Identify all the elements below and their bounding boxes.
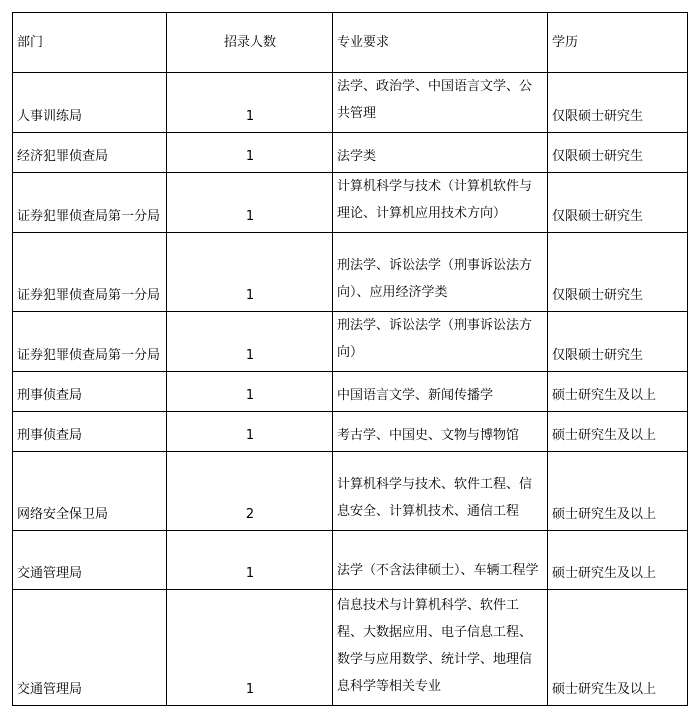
- dept-cell: 刑事侦查局: [13, 412, 167, 452]
- edu-cell: 硕士研究生及以上: [548, 531, 688, 590]
- edu-cell: 仅限硕士研究生: [548, 133, 688, 173]
- count-cell: 1: [167, 531, 333, 590]
- dept-cell: 交通管理局: [13, 531, 167, 590]
- major-cell: 法学（不含法律硕士）、车辆工程学: [333, 531, 548, 590]
- edu-cell: 硕士研究生及以上: [548, 590, 688, 706]
- header-count: 招录人数: [167, 13, 333, 73]
- count-cell: 1: [167, 590, 333, 706]
- count-cell: 1: [167, 73, 333, 133]
- major-cell: 计算机科学与技术、软件工程、信息安全、计算机技术、通信工程: [333, 452, 548, 531]
- major-cell: 刑法学、诉讼法学（刑事诉讼法方向）: [333, 312, 548, 372]
- dept-cell: 经济犯罪侦查局: [13, 133, 167, 173]
- edu-cell: 仅限硕士研究生: [548, 73, 688, 133]
- dept-cell: 交通管理局: [13, 590, 167, 706]
- table-row: [13, 531, 688, 590]
- header-dept: 部门: [13, 13, 167, 73]
- dept-cell: 人事训练局: [13, 73, 167, 133]
- table-row: [13, 452, 688, 531]
- major-cell: 中国语言文学、新闻传播学: [333, 372, 548, 412]
- edu-cell: 仅限硕士研究生: [548, 173, 688, 233]
- table-row: [13, 412, 688, 452]
- major-cell: 法学、政治学、中国语言文学、公共管理: [333, 73, 548, 133]
- recruitment-table: [12, 12, 688, 706]
- header-major: 专业要求: [333, 13, 548, 73]
- table-row: [13, 312, 688, 372]
- count-cell: 1: [167, 133, 333, 173]
- table-row: [13, 372, 688, 412]
- dept-cell: 证券犯罪侦查局第一分局: [13, 312, 167, 372]
- dept-cell: 网络安全保卫局: [13, 452, 167, 531]
- count-cell: 1: [167, 372, 333, 412]
- dept-cell: 证券犯罪侦查局第一分局: [13, 173, 167, 233]
- table-row: [13, 133, 688, 173]
- table-header-row: [13, 13, 688, 73]
- edu-cell: 硕士研究生及以上: [548, 452, 688, 531]
- edu-cell: 仅限硕士研究生: [548, 233, 688, 312]
- major-cell: 法学类: [333, 133, 548, 173]
- table-row: [13, 73, 688, 133]
- count-cell: 2: [167, 452, 333, 531]
- count-cell: 1: [167, 312, 333, 372]
- table-row: [13, 590, 688, 706]
- count-cell: 1: [167, 173, 333, 233]
- major-cell: 信息技术与计算机科学、软件工程、大数据应用、电子信息工程、数学与应用数学、统计学、地理信息科学等相关专业: [333, 590, 548, 706]
- table-row: [13, 233, 688, 312]
- edu-cell: 硕士研究生及以上: [548, 412, 688, 452]
- dept-cell: 刑事侦查局: [13, 372, 167, 412]
- count-cell: 1: [167, 412, 333, 452]
- header-edu: 学历: [548, 13, 688, 73]
- major-cell: 计算机科学与技术（计算机软件与理论、计算机应用技术方向）: [333, 173, 548, 233]
- edu-cell: 硕士研究生及以上: [548, 372, 688, 412]
- count-cell: 1: [167, 233, 333, 312]
- major-cell: 考古学、中国史、文物与博物馆: [333, 412, 548, 452]
- dept-cell: 证券犯罪侦查局第一分局: [13, 233, 167, 312]
- edu-cell: 仅限硕士研究生: [548, 312, 688, 372]
- major-cell: 刑法学、诉讼法学（刑事诉讼法方向）、应用经济学类: [333, 233, 548, 312]
- table-row: [13, 173, 688, 233]
